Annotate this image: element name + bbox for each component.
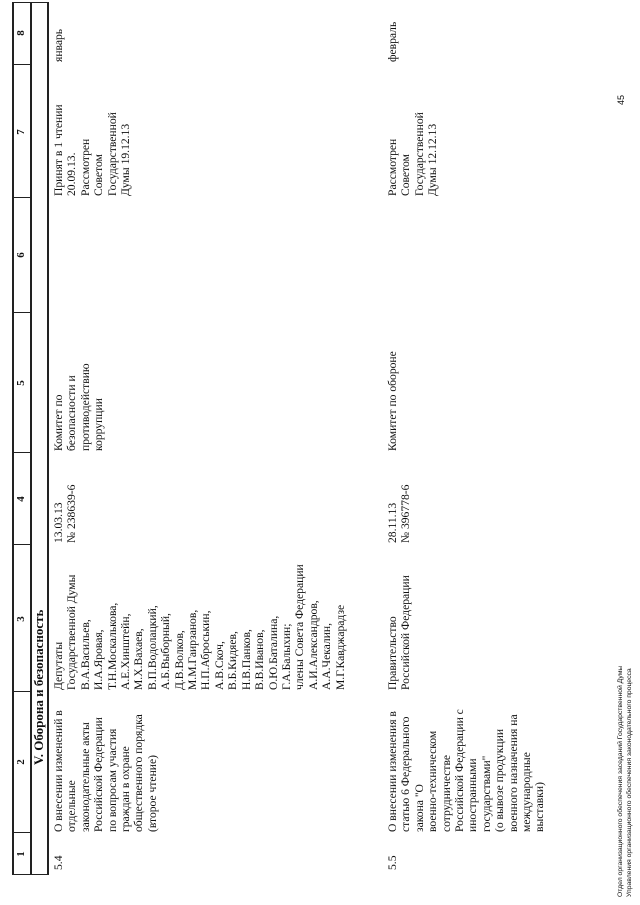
footer-department: Отдел организационного обеспечения заседаний Государственной Думы Управления организационного обеспечения законодательного процесса xyxy=(617,665,633,897)
row-authors: Правительство Российской Федерации xyxy=(386,575,413,690)
col-divider-7-8 xyxy=(12,64,30,65)
page-number: 45 xyxy=(616,94,626,105)
header-col-5: 5 xyxy=(15,380,27,386)
col-divider-5-6 xyxy=(12,312,30,313)
col-divider-6-7 xyxy=(12,197,30,198)
row-committee: Комитет по обороне xyxy=(386,351,399,451)
table-left-border xyxy=(12,874,48,875)
section-title: V. Оборона и безопасность xyxy=(31,609,46,765)
row-date-number: 28.11.13 № 396778-6 xyxy=(386,484,413,543)
header-col-4: 4 xyxy=(15,496,27,502)
header-col-1: 1 xyxy=(15,851,27,857)
table-right-border xyxy=(12,2,48,3)
col-divider-2-3 xyxy=(12,691,30,692)
row-month: январь xyxy=(52,28,65,62)
col-divider-1-2 xyxy=(12,832,30,833)
header-col-2: 2 xyxy=(15,759,27,765)
row-status: Рассмотрен Советом Государственной Думы 12.12.13 xyxy=(386,112,440,196)
row-month: февраль xyxy=(386,21,399,62)
header-col-7: 7 xyxy=(15,129,27,135)
header-col-3: 3 xyxy=(15,616,27,622)
row-date-number: 13.03.13 № 238639-6 xyxy=(52,484,79,543)
col-divider-3-4 xyxy=(12,544,30,545)
header-col-8: 8 xyxy=(15,30,27,36)
row-committee: Комитет по безопасности и противодействию коррупции xyxy=(52,363,106,451)
row-title: О внесении изменений в отдельные законодательные акты Российской Федерации по вопросам участия граждан в охране общественного порядка (второе чтение) xyxy=(52,710,159,832)
row-status: Принят в 1 чтении 20.09.13. Рассмотрен Советом Государственной Думы 19.12.13 xyxy=(52,104,133,196)
header-col-6: 6 xyxy=(15,252,27,258)
table-top-border xyxy=(12,2,14,875)
col-divider-4-5 xyxy=(12,452,30,453)
row-authors: Депутаты Государственной Думы В.А.Васильев, И.А.Яровая, Т.Н.Москалькова, А.Е.Хинштейн, М.Х.Вахаев, В.П.Водолацкий, А.Б.Выборный, Д.В.Волков, М.М.Гаирзанов, Н.П.Аброськин, А.В.Скоч, В.Б.Кидяев, Н.В.Панков, В.В.Иванов, О.Ю.Баталина, Г.А.Балыхин; члены Совета Федерации А.И.Александров, А.А.Чекалин, М.Г.Кавджарадзе xyxy=(52,564,347,690)
row-number: 5.5 xyxy=(386,855,399,870)
section-bottom-border xyxy=(47,2,49,875)
row-number: 5.4 xyxy=(52,855,65,870)
row-title: О внесении изменения в статью 6 Федерального закона "О военно-техническом сотрудничестве Российской Федерации с иностранными государствами" (о вывозе продукции военного назначения на международные выставки) xyxy=(386,709,547,832)
